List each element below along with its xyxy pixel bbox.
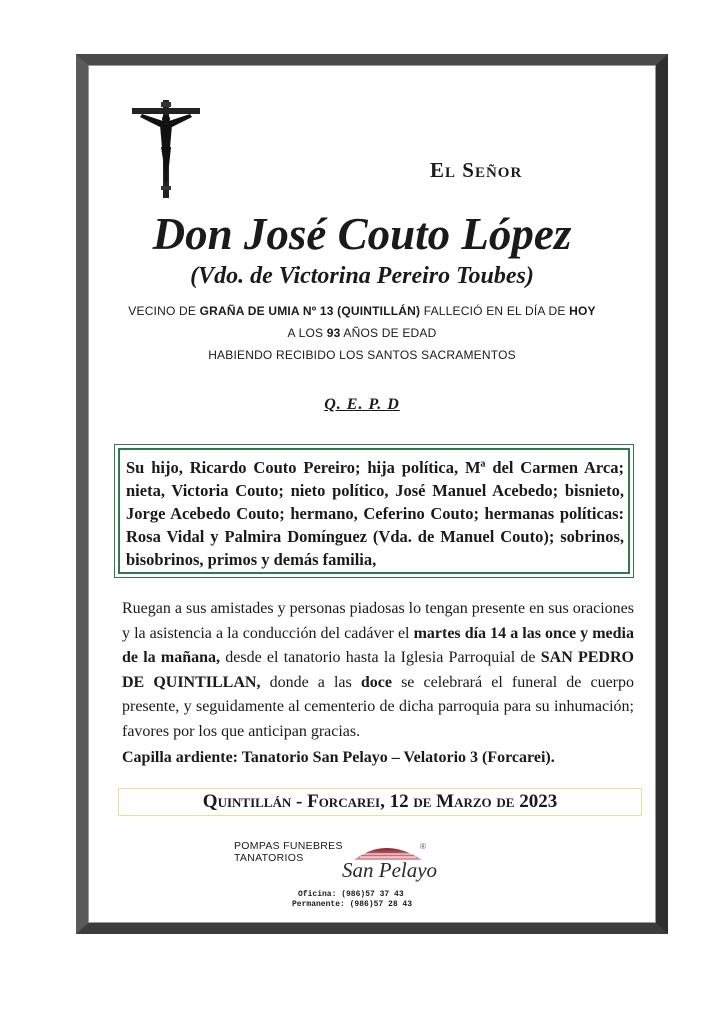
family-text: Su hijo, Ricardo Couto Pereiro; hija política, Mª del Carmen Arca; nieta, Victoria Couto; nieto político, José Manuel Acebedo; bisnieto, Jorge Acebedo Couto; hermano, Ceferino Couto; hermanas políticas: Rosa Vidal y Palmira Domínguez (Vda. de Manuel Couto); sobrinos, bisobrinos, primos y demás familia, xyxy=(126,458,624,569)
request-text-3: donde a las xyxy=(260,673,361,691)
request-datetime: martes día 14 a las once y media de la mañana, xyxy=(122,624,634,666)
request-funeral-time: doce xyxy=(360,673,392,691)
crucifix-icon xyxy=(128,100,204,200)
family-box xyxy=(114,444,634,578)
sacraments-line: HABIENDO RECIBIDO LOS SANTOS SACRAMENTOS xyxy=(208,348,516,362)
age-value: 93 xyxy=(326,326,341,340)
phone-lines xyxy=(292,890,412,910)
residence-prefix: VECINO DE xyxy=(128,304,200,318)
widow-of: (Vdo. de Victorina Pereiro Toubes) xyxy=(190,263,534,289)
request-text-2: desde el tanatorio hasta la Iglesia Parroquial de xyxy=(220,649,541,666)
residence-line xyxy=(0,304,724,318)
age-suffix: AÑOS DE EDAD xyxy=(340,326,437,340)
request-paragraph xyxy=(122,597,634,744)
san-pelayo-logo-icon xyxy=(336,840,436,888)
chapel-line: Capilla ardiente: Tanatorio San Pelayo – Velatorio 3 (Forcarei). xyxy=(122,749,555,766)
qepd: Q. E. P. D xyxy=(324,396,400,413)
family-box-inner xyxy=(118,448,630,574)
request-text-4: se celebrará el funeral de cuerpo presente, y seguidamente al cementerio de dicha parroquia para su inhumación; favores por los que anticipan gracias. xyxy=(122,673,635,740)
age-prefix: A LOS xyxy=(287,326,327,340)
company-line-2: TANATORIOS xyxy=(234,852,304,864)
company-lines xyxy=(234,840,343,864)
residence-address: GRAÑA DE UMIA Nº 13 (QUINTILLÁN) xyxy=(199,304,421,318)
deceased-name: Don José Couto López xyxy=(152,209,572,259)
company-line-1: POMPAS FUNEBRES xyxy=(234,840,343,852)
permanent-phone: Permanente: (986)57 28 43 xyxy=(292,900,413,909)
place-date: Quintillán - Forcarei, 12 de Marzo de 2023 xyxy=(118,788,642,816)
logo-mark: ® xyxy=(420,842,426,851)
office-phone: Oficina: (986)57 37 43 xyxy=(298,890,404,899)
age-line xyxy=(0,326,724,340)
death-prefix: FALLECIÓ EN EL DÍA DE xyxy=(420,304,570,318)
death-day: HOY xyxy=(569,304,596,318)
title-prefix: El Señor xyxy=(430,158,523,182)
request-church: SAN PEDRO DE QUINTILLAN, xyxy=(122,649,634,691)
request-text-1: Ruegan a sus amistades y personas piadosas lo tengan presente en sus oraciones y la asistencia a la conducción del cadáver el xyxy=(122,600,634,642)
logo-text: San Pelayo xyxy=(342,858,438,882)
